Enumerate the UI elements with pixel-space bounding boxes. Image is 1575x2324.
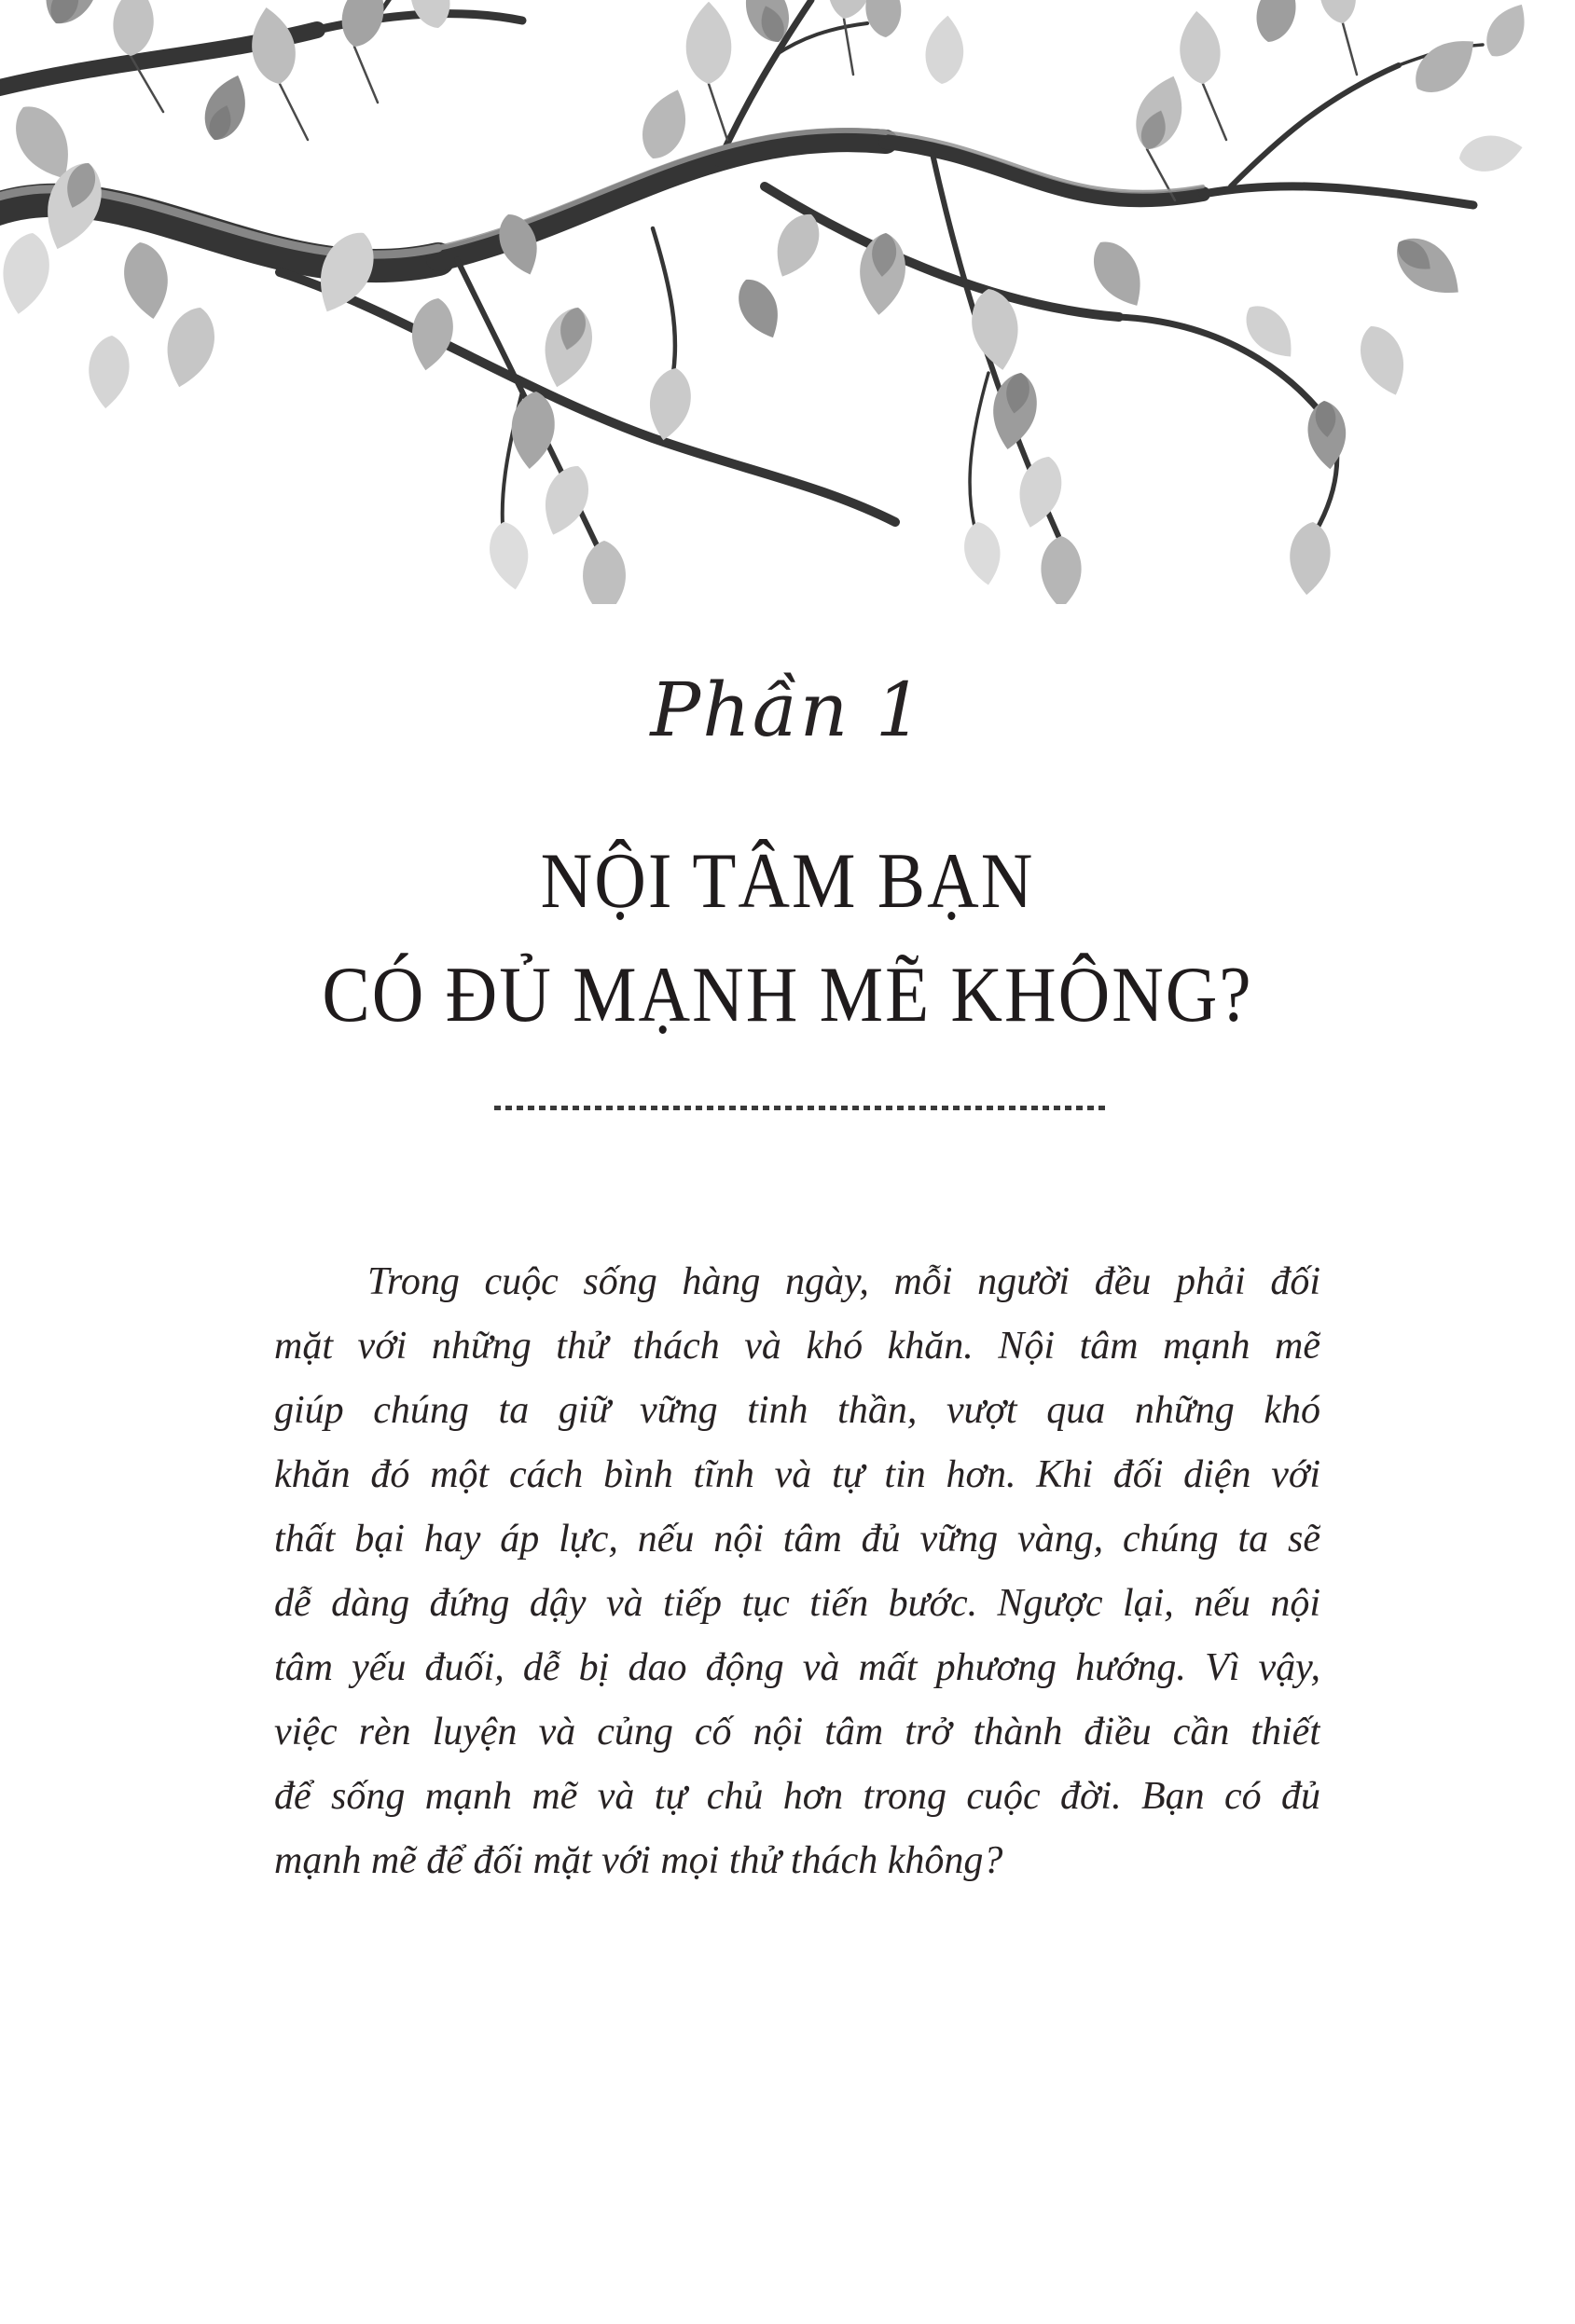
paragraph-line: thất bại hay áp lực, nếu nội tâm đủ vững vàng, chúng ta sẽ xyxy=(274,1518,1320,1561)
chapter-title-line1: NỘI TÂM BẠN xyxy=(540,836,1035,925)
branch-group xyxy=(0,0,1483,545)
part-label: Phần 1 xyxy=(650,667,925,753)
paragraph-line: việc rèn luyện và củng cố nội tâm trở thành điều cần thiết xyxy=(274,1711,1320,1753)
dashed-divider xyxy=(494,1106,1106,1110)
paragraph-line: Trong cuộc sống hàng ngày, mỗi người đều phải đối xyxy=(367,1260,1320,1303)
paragraph-line: giúp chúng ta giữ vững tinh thần, vượt qua những khó xyxy=(274,1389,1320,1432)
leaves-group xyxy=(0,0,1536,604)
chapter-title xyxy=(264,824,1311,1052)
paragraph-line: để sống mạnh mẽ và tự chủ hơn trong cuộc đời. Bạn có đủ xyxy=(274,1775,1320,1818)
paragraph-line: tâm yếu đuối, dễ bị dao động và mất phương hướng. Vì vậy, xyxy=(274,1646,1320,1689)
paragraph-line: mặt với những thử thách và khó khăn. Nội tâm mạnh mẽ xyxy=(274,1325,1320,1368)
body-paragraph xyxy=(274,1250,1320,1893)
paragraph-line: dễ dàng đứng dậy và tiếp tục tiến bước. Ngược lại, nếu nội xyxy=(274,1582,1320,1625)
paragraph-line: mạnh mẽ để đối mặt với mọi thử thách không? xyxy=(274,1839,1003,1882)
branch-leaves-illustration xyxy=(0,0,1575,604)
chapter-title-line2: CÓ ĐỦ MẠNH MẼ KHÔNG? xyxy=(322,950,1253,1038)
paragraph-line: khăn đó một cách bình tĩnh và tự tin hơn. Khi đối diện với xyxy=(274,1453,1320,1496)
